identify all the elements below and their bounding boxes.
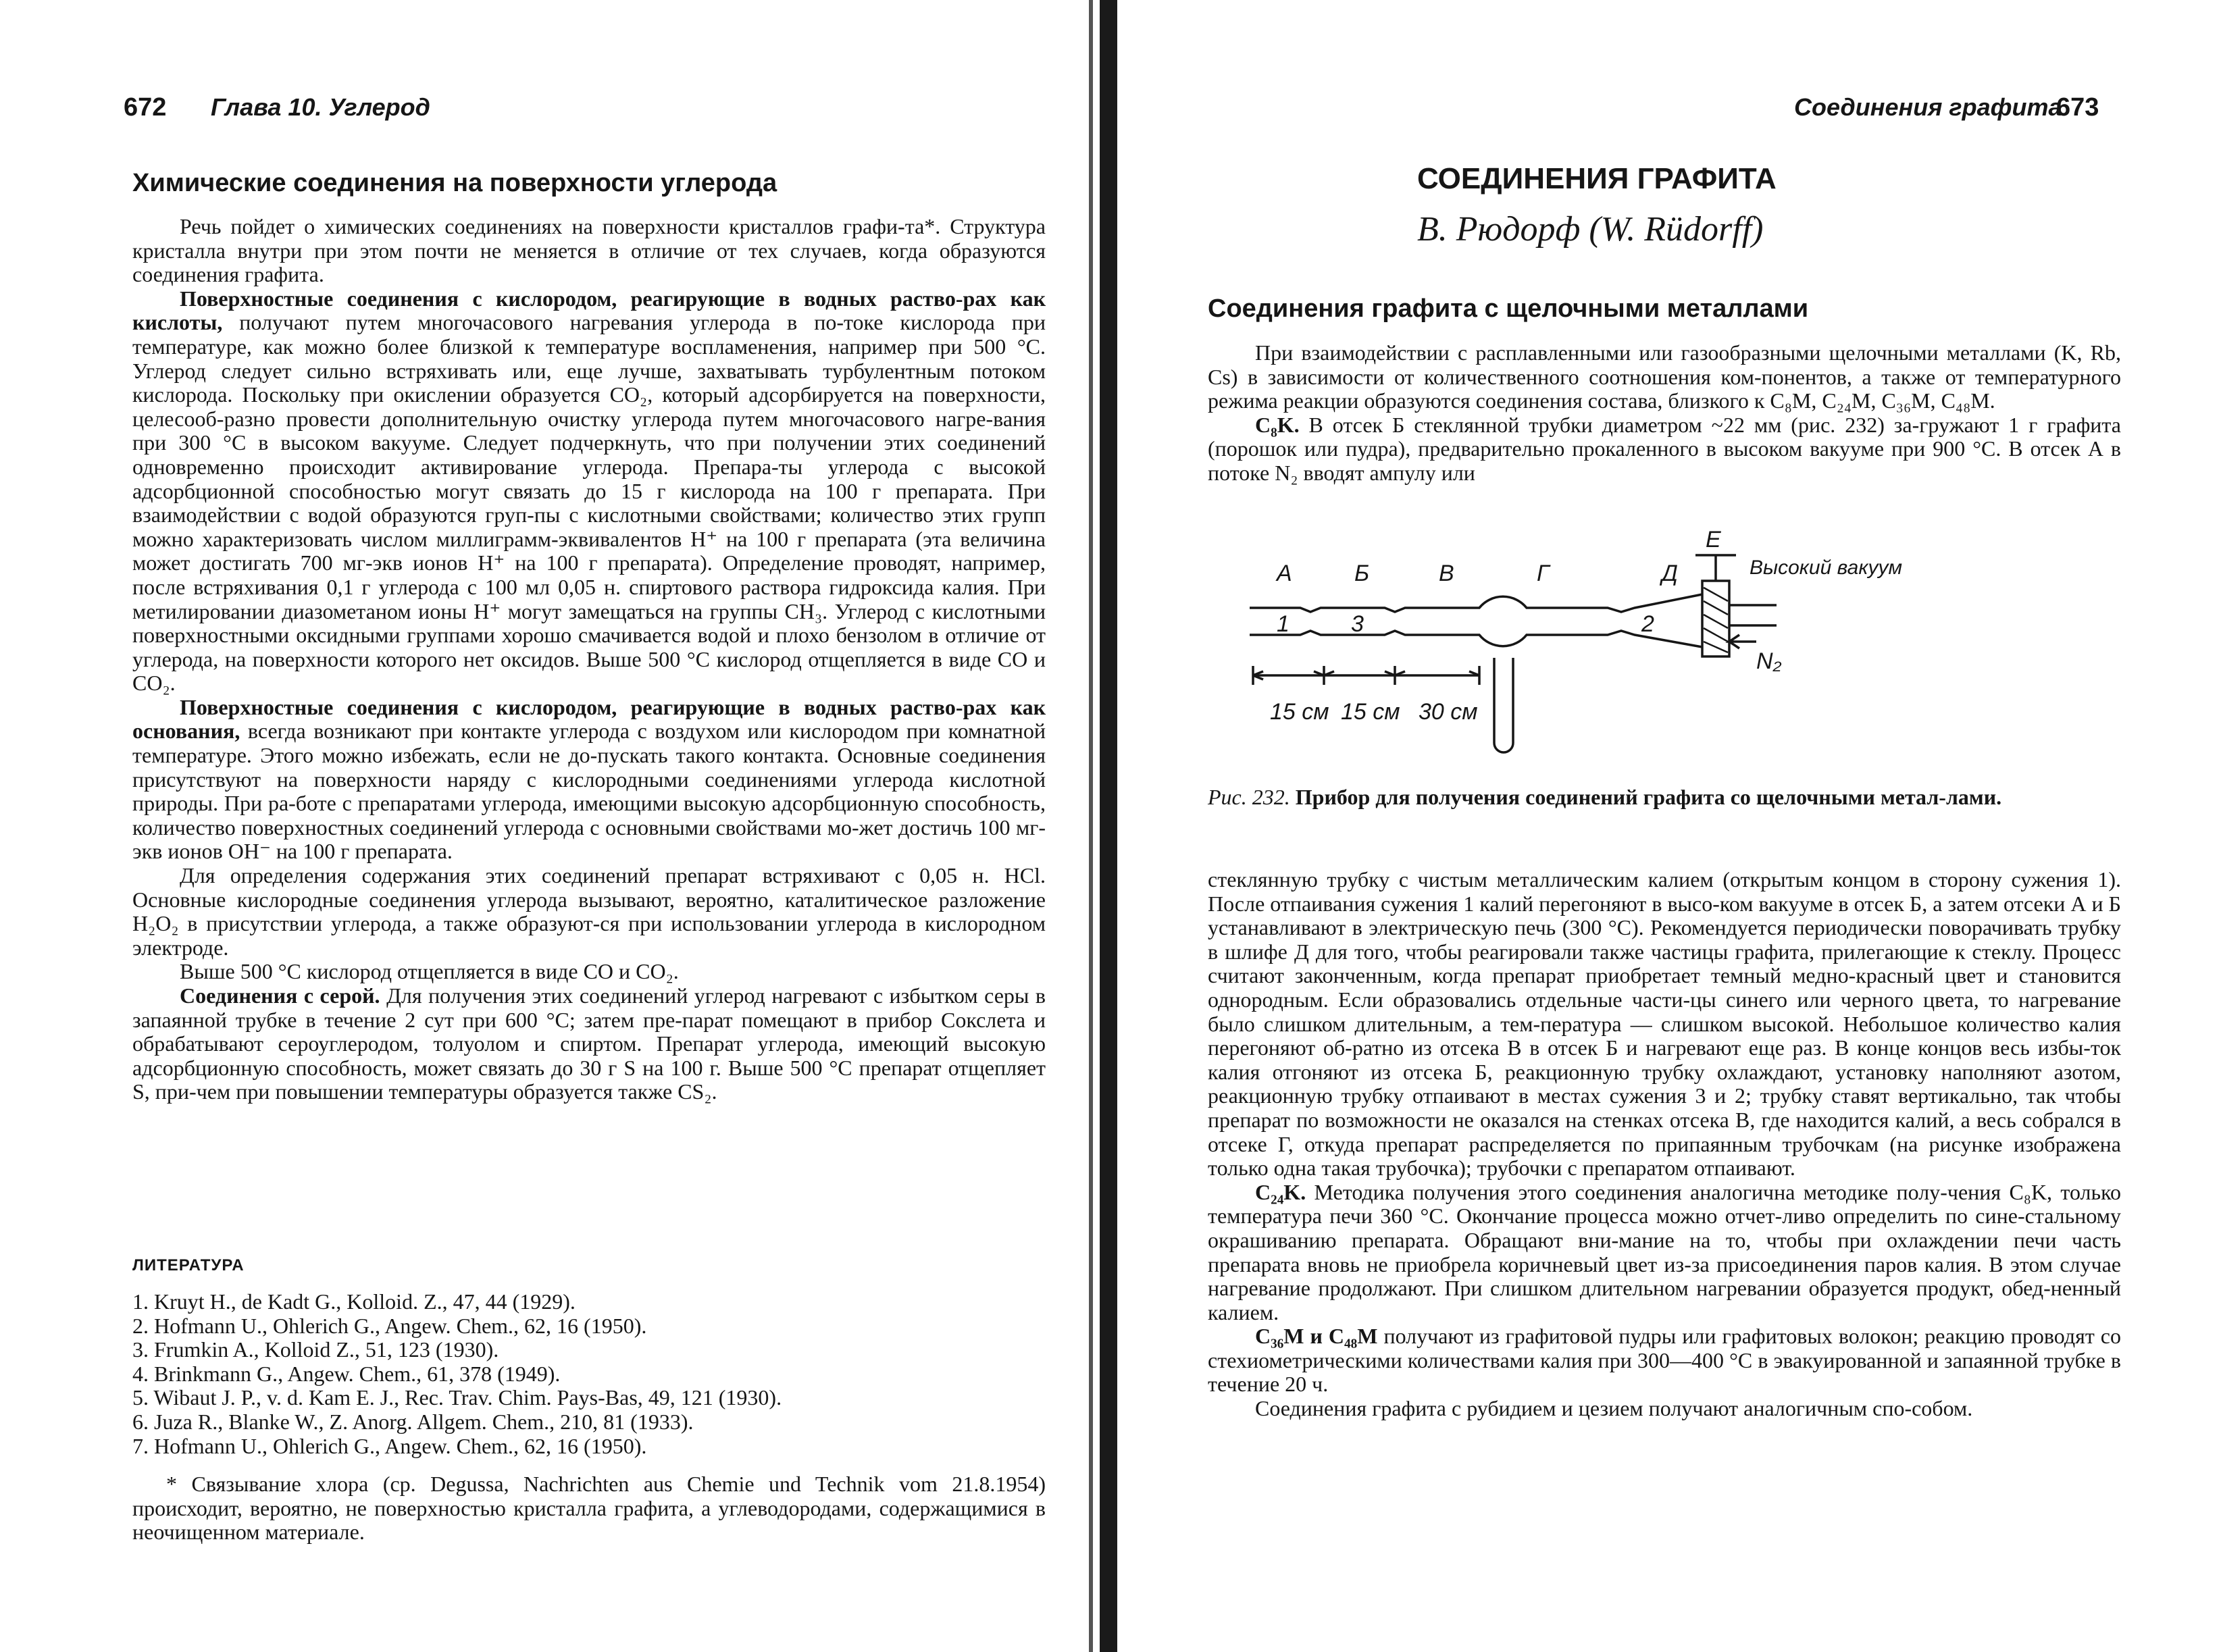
reference-item: 1. Kruyt H., de Kadt G., Kolloid. Z., 47, 44 (1929).	[132, 1289, 576, 1314]
paragraph-text: Для получения этих соединений углерод нагревают с избытком серы в запаянной трубке в течение 2 сут при 600 °C; затем пре-парат помещают в прибор Сокслета и обрабатывают сероуглеродом, толуолом и спиртом. Препарат углерода, имеющий высокую адсорбционную способность, может связать до 30 г S на 100 г. Выше 500 °C препарат отщепляет S, при-чем при повышении температуры образуется также CS₂.	[132, 983, 1046, 1104]
dimension-lines	[1253, 666, 1479, 685]
paragraph-text: Выше 500 °C кислород отщепляется в виде CO и CO₂.	[180, 959, 679, 984]
stopcock-body	[1702, 581, 1729, 656]
apparatus-figure	[1216, 527, 2026, 777]
chapter-author: В. Рюдорф (W. Rüdorff)	[1417, 210, 1764, 249]
paragraph	[132, 215, 1046, 287]
paragraph-text: Соединения графита с рубидием и цезием получают аналогичным спо-собом.	[1255, 1396, 1973, 1421]
paragraph-lead: Поверхностные соединения с кислородом, реагирующие в водных раство-рах как кислоты,	[132, 286, 1046, 335]
reference-item: 7. Hofmann U., Ohlerich G., Angew. Chem., 62, 16 (1950).	[132, 1433, 647, 1458]
stopcock-hatching	[1704, 588, 1728, 652]
paragraph-text: Речь пойдет о химических соединениях на поверхности кристаллов графи-та*. Структура кристалла внутри при этом почти не меняется в отличие от тех случаев, когда образуются соединения графита.	[132, 214, 1046, 287]
paragraph	[132, 984, 1046, 1104]
caption-number: Рис. 232.	[1208, 785, 1290, 809]
paragraph	[132, 696, 1046, 864]
tube-lower-wall	[1250, 631, 1702, 647]
literature-heading: ЛИТЕРАТУРА	[132, 1256, 245, 1274]
paragraph-text: получают из графитовой пудры или графитовых волокон; реакцию проводят со стехиометрическими количествами калия при 300—400 °C в эвакуированной и запаянной трубке в течение 20 ч.	[1208, 1324, 2122, 1397]
side-tube	[1494, 658, 1513, 752]
right-page	[1142, 0, 2221, 1652]
paragraph-text: получают путем многочасового нагревания углерода в по-токе кислорода при температуре, как можно более близкой к температуре воспламенения, например при 500 °C. Углерод следует сильно встряхивать или, еще лучше, захватывать турбулентным потоком кислорода. Поскольку при окислении образуется CO₂, который адсорбируется на поверхности, целесооб-разно провести дополнительную очистку углерода путем многочасового нагре-вания при 300 °C в высоком вакууме. Следует подчеркнуть, что при получении этих соединений одновременно происходит активирование углерода. Препара-ты углерода с высокой адсорбционной способностью могут связать до 15 г кислорода на 100 г препарата. При взаимодействии с водой образуются груп-пы с кислотными свойствами; количество этих групп можно характеризовать числом миллиграмм-эквивалентов H⁺ на 100 г препарата (эта величина может достигать 700 мг-экв ионов H⁺ на 100 г препарата). Определение проводят, например, после встряхивания 0,1 г углерода с 100 мл 0,05 н. спиртового раствора гидроксида калия. При метилировании диазометаном ионы H⁺ могут замещаться на группы CH₃. Углерод с кислотными поверхностными оксидными группами хорошо смачивается водой и плохо бензолом в отличие от углерода, на поверхности которого нет оксидов. Выше 500 °C кислород отщепляется в виде CO и CO₂.	[132, 310, 1046, 696]
section-label-v: В	[1439, 561, 1454, 586]
section-label-a: А	[1277, 561, 1292, 586]
binding-shadow	[1089, 0, 1093, 1652]
paragraph-text: При взаимодействии с расплавленными или газообразными щелочными металлами (K, Rb, Cs) в зависимости от количественного соотношения ком-понентов, а также от температурного режима реакции образуются соединения состава, близкого к C₈M, C₂₄M, C₃₆M, C₄₈M.	[1208, 340, 2121, 413]
paragraph	[1208, 341, 2121, 413]
paragraph	[1208, 1324, 2121, 1397]
paragraph-lead: C₈K.	[1255, 412, 1300, 437]
right-body-text-bottom	[1208, 868, 2121, 1421]
paragraph	[132, 960, 1046, 984]
section-label-g: Г	[1537, 561, 1550, 586]
paragraph-text: В отсек Б стеклянной трубки диаметром ~22 мм (рис. 232) за-гружают 1 г графита (порошок или пудра), предварительно прокаленного в высоком вакууме при 900 °C. В отсек А в потоке N₂ вводят ампулу или	[1208, 412, 2122, 485]
dimension-label-1: 15 см	[1270, 699, 1329, 725]
section-title: Соединения графита с щелочными металлами	[1208, 294, 1809, 323]
reference-item: 4. Brinkmann G., Angew. Chem., 61, 378 (1949).	[132, 1361, 561, 1386]
section-title: Химические соединения на поверхности углерода	[132, 169, 777, 197]
left-body-text	[132, 215, 1046, 1104]
paragraph-lead: Соединения с серой.	[180, 983, 380, 1008]
vacuum-label: Высокий вакуум	[1750, 557, 1903, 579]
dimension-label-3: 30 см	[1419, 699, 1478, 725]
figure-caption	[1208, 785, 2121, 809]
paragraph-lead: Поверхностные соединения с кислородом, реагирующие в водных раство-рах как основания,	[132, 694, 1046, 744]
n2-inlet-arrow	[1729, 635, 1756, 648]
vacuum-port	[1729, 605, 1777, 625]
constriction-label-1: 1	[1277, 611, 1290, 637]
book-spine	[1100, 0, 1117, 1652]
constriction-label-3: 3	[1351, 611, 1364, 637]
reference-list	[132, 1290, 1051, 1458]
paragraph-text: стеклянную трубку с чистым металлическим калием (открытым концом в сторону сужения 1). После отпаивания сужения 1 калий перегоняют в высо-ком вакууме в отсек Б, а затем отсеки А и Б устанавливают в электрическую печь (300 °C). Рекомендуется периодически поворачивать трубку в шлифе Д для того, чтобы реагировали также частицы графита, прилегающие к стеклу. Процесс считают законченным, когда препарат приобретает темный медно-красный цвет и становится однородным. Если образовались отдельные части-цы синего или черного цвета, то нагревание было слишком длительным, а тем-пература — слишком высокой. Небольшое количество калия перегоняют об-ратно из отсека В в отсек Б и нагревают еще раз. В конце концов весь избы-ток калия отгоняют из отсека Б, реакционную трубку охлаждают, установку наполняют азотом, реакционную трубку отпаивают в местах сужения 3 и 2; трубку ставят вертикально, так чтобы препарат по возможности не оказался на стенках отсека В, где находится калий, а весь собрался в отсеке Г, откуда препарат распределяется по припаянным трубочкам (на рисунке изображена только одна такая трубочка); трубочки с препаратом отпаивают.	[1208, 867, 2121, 1181]
page-number: 673	[2056, 93, 2099, 122]
dimension-label-2: 15 см	[1341, 699, 1400, 725]
running-head: Соединения графита	[1794, 93, 2062, 121]
n2-label: N₂	[1756, 648, 1782, 674]
section-label-d: Д	[1662, 561, 1678, 586]
reference-item: 3. Frumkin A., Kolloid Z., 51, 123 (1930).	[132, 1337, 499, 1362]
paragraph	[1208, 1397, 2121, 1421]
paragraph	[1208, 413, 2121, 486]
page-number: 672	[124, 93, 167, 122]
tube-upper-wall	[1250, 594, 1702, 612]
left-page	[0, 0, 1081, 1652]
reference-item: 6. Juza R., Blanke W., Z. Anorg. Allgem. Chem., 210, 81 (1933).	[132, 1409, 694, 1434]
paragraph-lead: C₂₄K.	[1255, 1179, 1306, 1204]
section-label-b: Б	[1354, 561, 1370, 586]
right-body-text-top	[1208, 341, 2121, 486]
paragraph	[132, 864, 1046, 960]
paragraph	[1208, 1181, 2121, 1325]
running-head: Глава 10. Углерод	[211, 93, 430, 121]
paragraph-text: всегда возникают при контакте углерода с воздухом или кислородом при комнатной температуре. Этого можно избежать, если не до-пускать такого контакта. Основные соединения присутствуют на поверхности наряду с кислородными соединениями углерода кислотной природы. При ра-боте с препаратами углерода, имеющими высокую адсорбционную способность, количество поверхностных соединений углерода с основными свойствами мо-жет достичь 100 мг-экв ионов OH⁻ на 100 г препарата.	[132, 719, 1046, 864]
reference-item: 5. Wibaut J. P., v. d. Kam E. J., Rec. Trav. Chim. Pays-Bas, 49, 121 (1930).	[132, 1385, 782, 1410]
section-label-e: Е	[1706, 527, 1721, 552]
footnote	[132, 1472, 1046, 1545]
paragraph	[132, 287, 1046, 696]
paragraph-text: Методика получения этого соединения аналогична методике полу-чения C₈K, только температура печи 360 °C. Окончание процесса можно отчет-ливо определить по сине-стальному окрашиванию препарата. Обращают вни-мание на то, чтобы при охлаждении печи часть препарата вновь не приобрела коричневый цвет из-за присоединения паров калия. В этом случае нагревание продолжают. При слишком длительном нагревании образуется продукт, обед-ненный калием.	[1208, 1179, 2122, 1324]
paragraph	[1208, 868, 2121, 1181]
footnote-text: * Связывание хлора (ср. Degussa, Nachrichten aus Chemie und Technik vom 21.8.1954) происходит, вероятно, не поверхностью кристалла графита, а углеводородами, содержащимися в неочищенном материале.	[132, 1472, 1046, 1545]
chapter-title: СОЕДИНЕНИЯ ГРАФИТА	[1417, 162, 1777, 195]
paragraph-text: Для определения содержания этих соединений препарат встряхивают с 0,05 н. HCl. Основные кислородные соединения углерода вызывают, вероятно, каталитическое разложение H₂O₂ в присутствии углерода, а также образуют-ся при использовании углерода в кислородном электроде.	[132, 863, 1046, 960]
stopcock-handle	[1695, 555, 1736, 581]
constriction-label-2: 2	[1641, 611, 1654, 637]
reference-item: 2. Hofmann U., Ohlerich G., Angew. Chem., 62, 16 (1950).	[132, 1313, 647, 1338]
paragraph-lead: C₃₆M и C₄₈M	[1255, 1324, 1378, 1349]
caption-text: Прибор для получения соединений графита со щелочными метал-лами.	[1295, 785, 2002, 809]
